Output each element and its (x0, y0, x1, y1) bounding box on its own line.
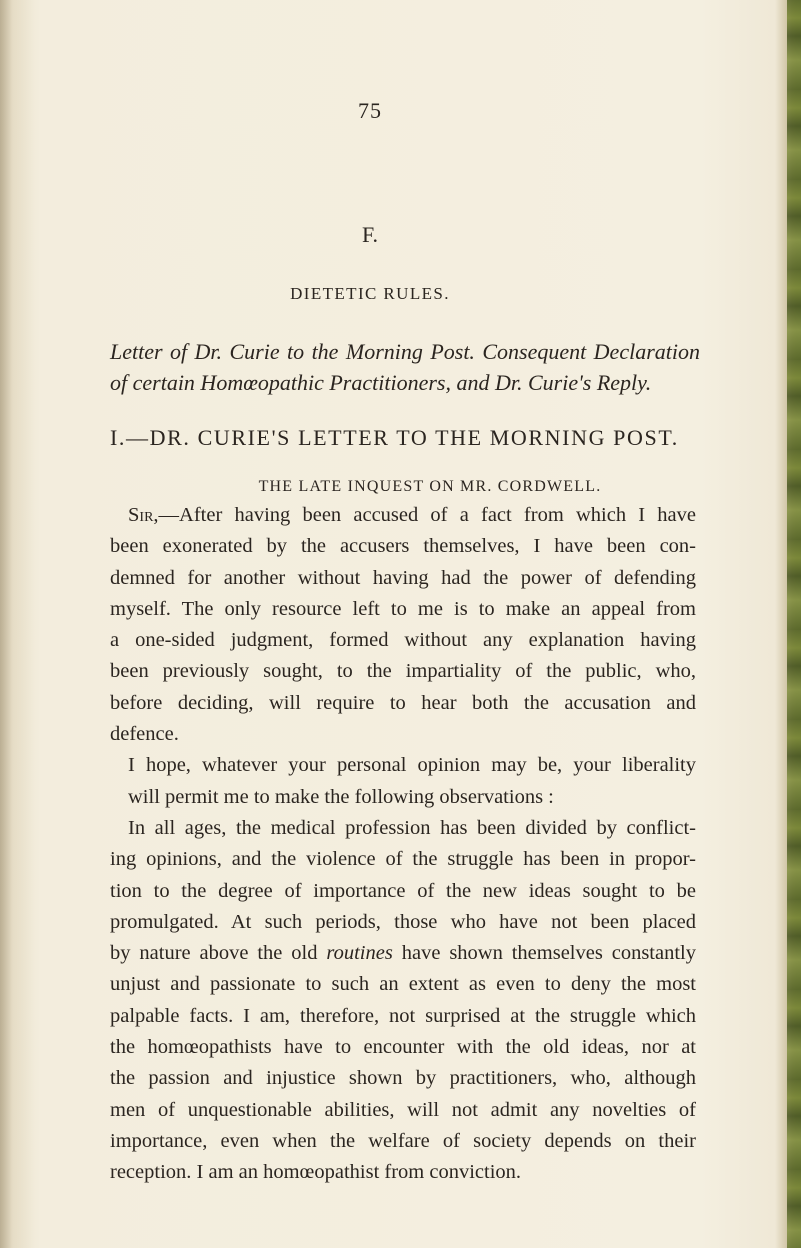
subtitle (110, 336, 700, 398)
body-line: the passion and injustice shown by practitioners, who, although (110, 1067, 696, 1090)
body-line: been previously sought, to the impartiality of the public, who, (110, 660, 696, 683)
body-line: will permit me to make the following observations : (128, 785, 554, 808)
body-line: a one-sided judgment, formed without any explanation having (110, 629, 696, 652)
body-line (110, 938, 696, 969)
body-line: been exonerated by the accusers themselves, I have been con- (110, 535, 696, 558)
letter-body (110, 500, 696, 1189)
body-line: tion to the degree of importance of the new ideas sought to be (110, 879, 696, 902)
body-line-text: by nature above the old (110, 942, 327, 965)
body-line: unjust and passionate to such an extent as even to deny the most (110, 973, 696, 996)
appendix-letter: F. (362, 222, 378, 247)
body-line-text: have shown themselves constantly (392, 942, 696, 965)
salutation: Sir, (128, 504, 159, 526)
body-line-text: —After having been accused of a fact from which I have (158, 504, 696, 526)
body-line: promulgated. At such periods, those who have not been placed (110, 910, 696, 933)
page-binding-shadow (0, 0, 34, 1248)
page-number: 75 (358, 98, 382, 123)
subtitle-line: of certain Homœopathic Practitioners, and Dr. Curie's Reply. (110, 370, 652, 395)
body-line: demned for another without having had the power of defending (110, 566, 696, 589)
body-line: palpable facts. I am, therefore, not surprised at the struggle which (110, 1004, 696, 1027)
body-line: In all ages, the medical profession has been divided by conflict- (128, 816, 696, 839)
page-edge-binding (787, 0, 801, 1248)
body-line (110, 500, 696, 531)
section-title: DIETETIC RULES. (290, 284, 450, 303)
body-line: the homœopathists have to encounter with the old ideas, nor at (110, 1036, 696, 1059)
letter-heading: I.—DR. CURIE'S LETTER TO THE MORNING POST. (110, 425, 679, 450)
body-line: before deciding, will require to hear both the accusation and (110, 691, 696, 714)
body-line: ing opinions, and the violence of the struggle has been in propor- (110, 848, 696, 871)
body-line: reception. I am an homœopathist from conviction. (110, 1161, 522, 1184)
body-line: myself. The only resource left to me is to make an appeal from (110, 597, 696, 620)
letter-subheading: THE LATE INQUEST ON MR. CORDWELL. (258, 478, 602, 495)
body-line: importance, even when the welfare of society depends on their (110, 1129, 696, 1152)
body-line: I hope, whatever your personal opinion may be, your liberality (128, 754, 696, 777)
body-line: defence. (110, 723, 179, 746)
italic-word: routines (326, 942, 393, 965)
subtitle-line: Letter of Dr. Curie to the Morning Post. Consequent Declaration (110, 339, 700, 364)
body-line: men of unquestionable abilities, will not admit any novelties of (110, 1098, 696, 1121)
